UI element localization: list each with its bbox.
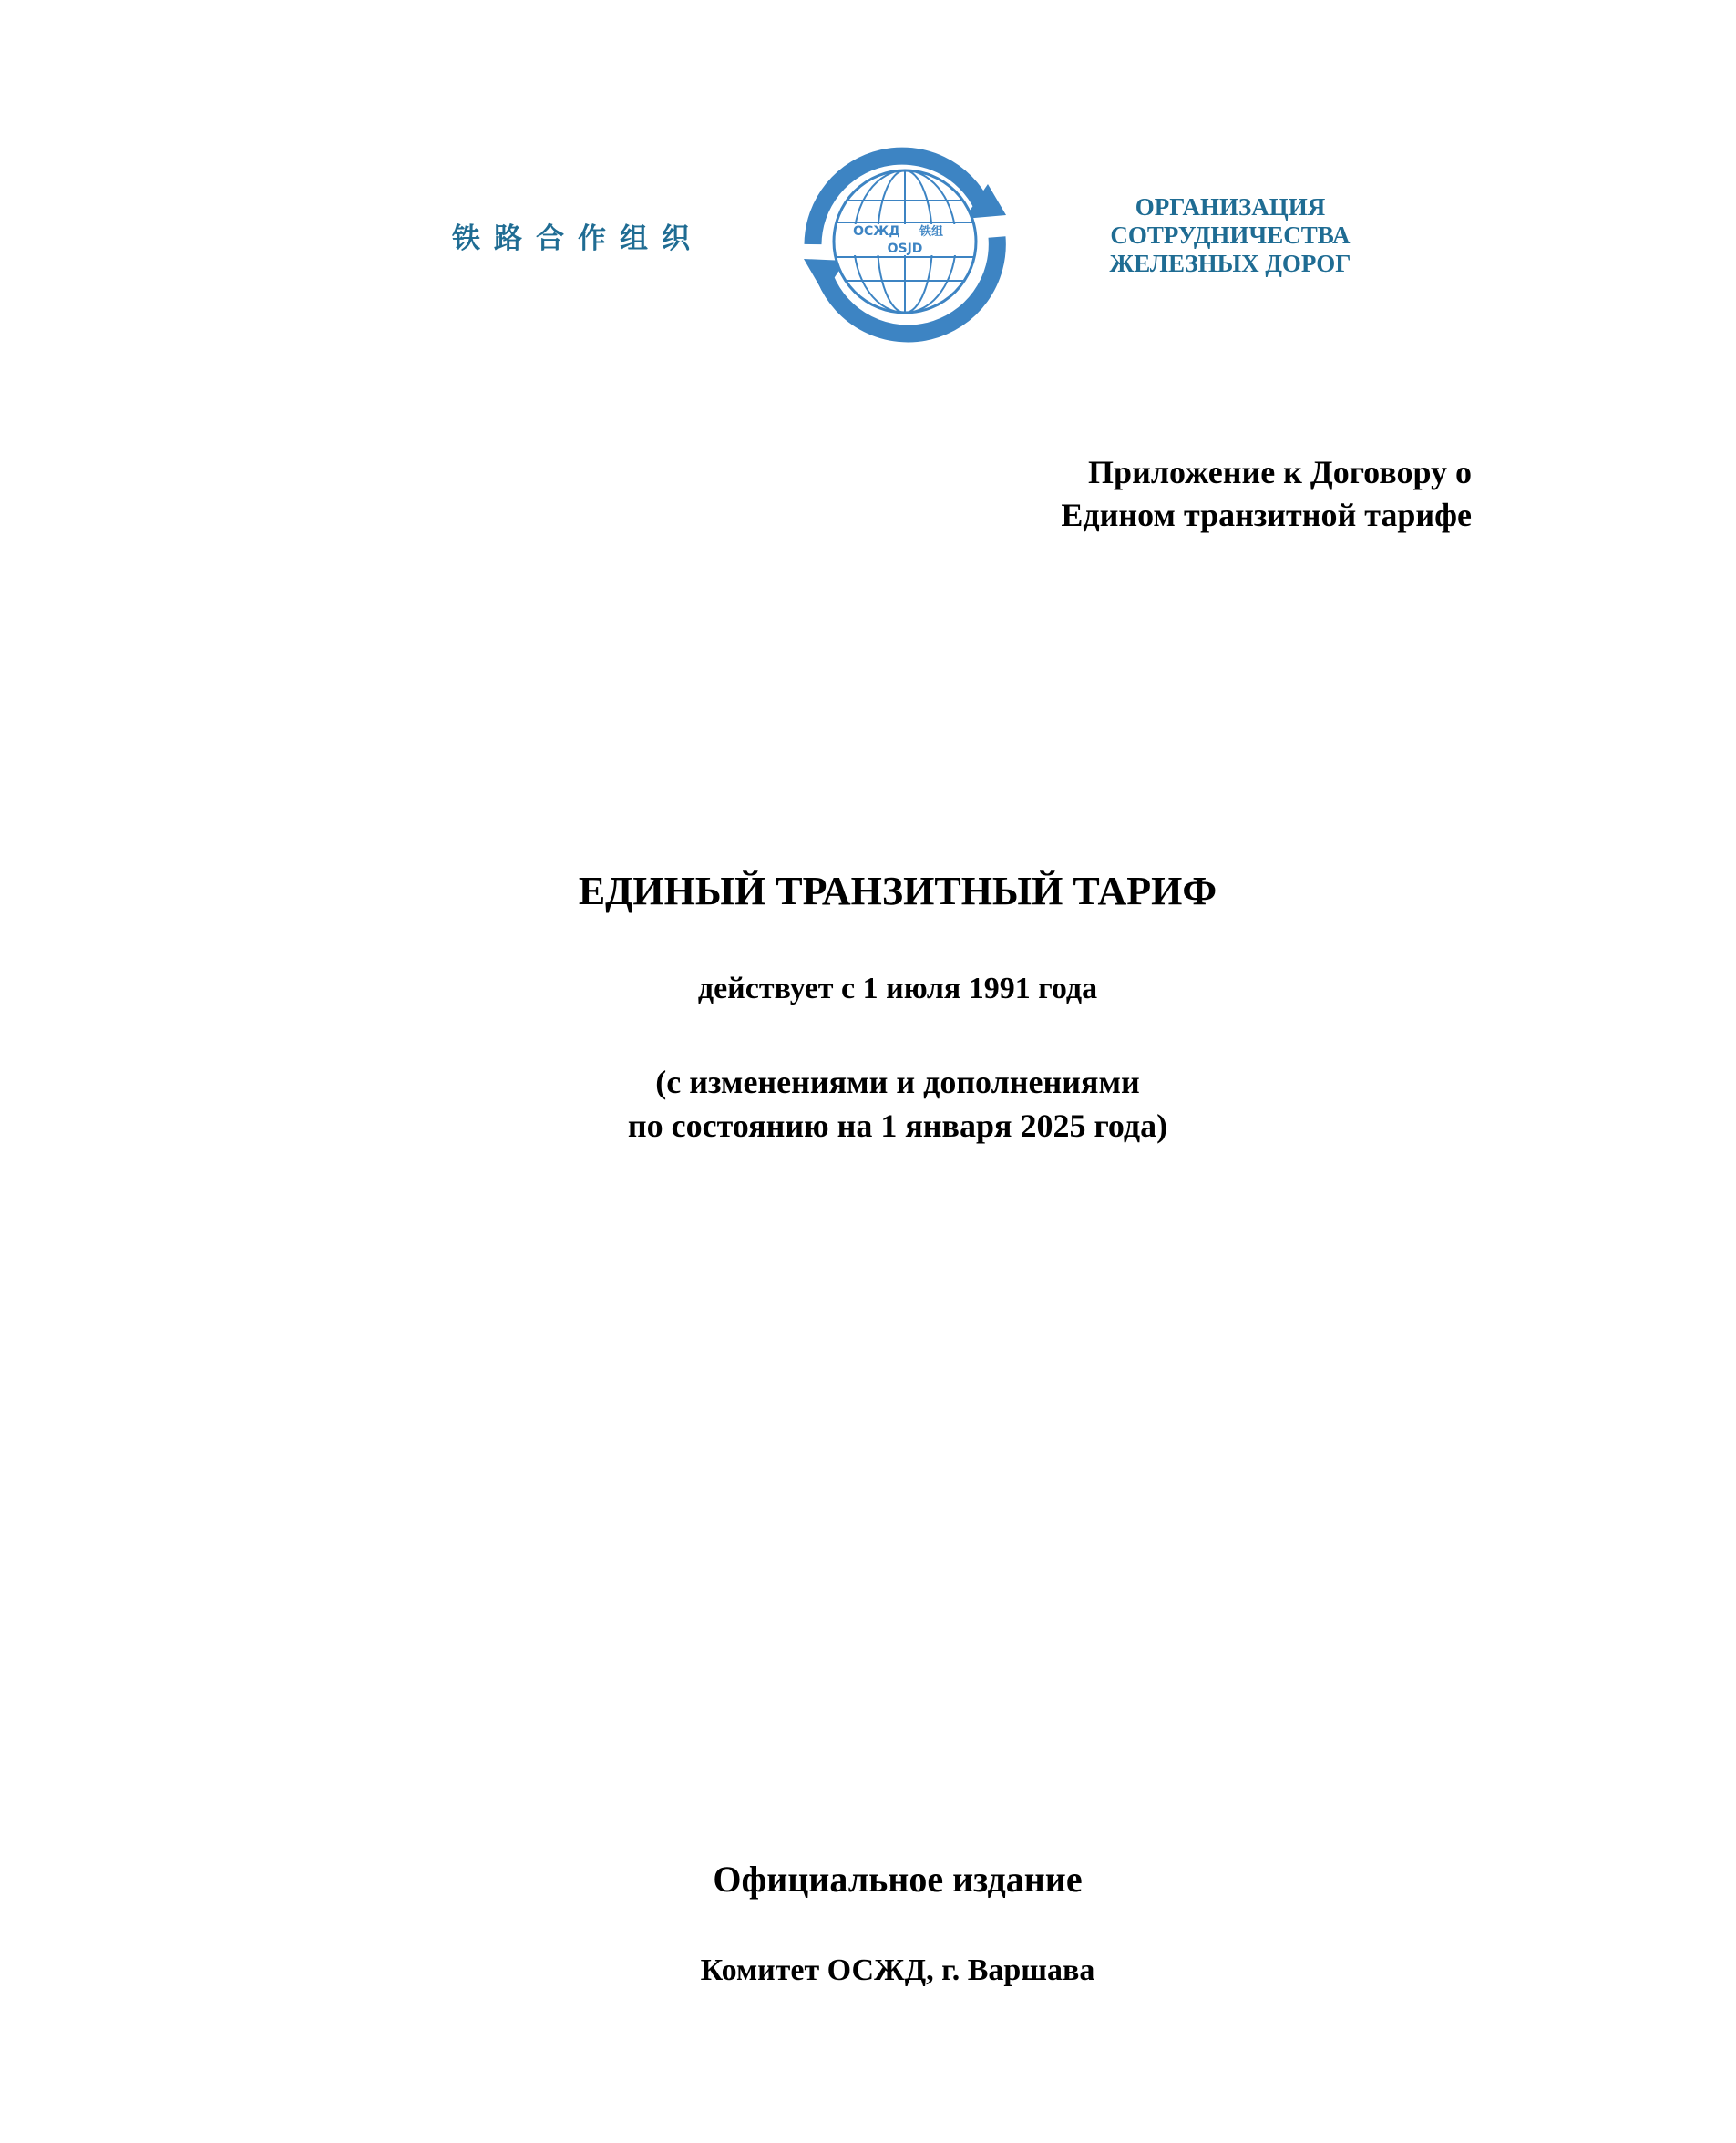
org-name-line: ОРГАНИЗАЦИЯ [1135,193,1326,221]
appendix-line: Едином транзитной тарифе [1061,497,1472,533]
organization-name-russian [1094,193,1367,278]
amendment-line: по состоянию на 1 января 2025 года) [627,1108,1168,1144]
amendment-note [0,1060,1736,1148]
appendix-line: Приложение к Договору о [1088,454,1472,490]
organization-name-chinese: 铁路合作组织 [452,222,704,255]
logo-text-right: 铁组 [919,225,944,239]
logo-text-bottom: OSJD [887,242,923,256]
document-title: ЕДИНЫЙ ТРАНЗИТНЫЙ ТАРИФ [578,869,1217,913]
org-name-line: ЖЕЛЕЗНЫХ ДОРОГ [1109,250,1351,277]
logo-text-left: ОСЖД [853,224,900,239]
effective-date: действует с 1 июля 1991 года [697,972,1098,1005]
osjd-globe-logo-icon [795,137,1013,346]
publisher-label: Комитет ОСЖД, г. Варшава [700,1953,1095,1987]
org-name-line: СОТРУДНИЧЕСТВА [1110,222,1351,249]
amendment-line: (с изменениями и дополнениями [655,1064,1140,1100]
appendix-note [1061,451,1472,537]
edition-label: Официальное издание [713,1859,1083,1900]
